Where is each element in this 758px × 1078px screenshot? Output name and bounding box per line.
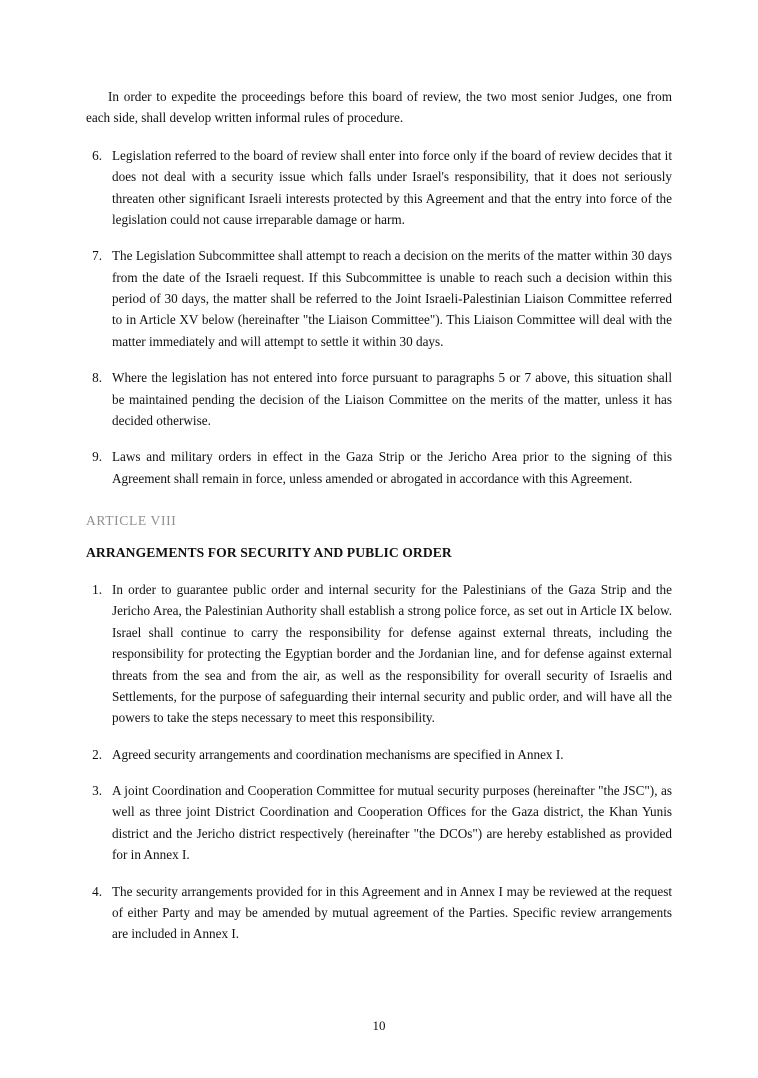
list-item-text: Where the legislation has not entered into force pursuant to paragraphs 5 or 7 above, this situation shall be maintained pending the decision of the Liaison Committee on the merits of the matter, unless it has decided otherwise. (112, 370, 672, 428)
list-item-text: A joint Coordination and Cooperation Committee for mutual security purposes (hereinafter "the JSC"), as well as three joint District Coordination and Cooperation Offices for the Gaza district, the Khan Yunis district and the Jericho district respectively (hereinafter "the DCOs") are hereby established as provided for in Annex I. (112, 783, 672, 863)
list-item-number: 8. (92, 370, 102, 386)
list-item-number: 7. (92, 248, 102, 264)
list-item-number: 9. (92, 449, 102, 465)
list-item (86, 744, 672, 765)
list-item (86, 145, 672, 231)
list-item-number: 4. (92, 883, 102, 899)
list-item-text: Laws and military orders in effect in the Gaza Strip or the Jericho Area prior to the signing of this Agreement shall remain in force, unless amended or abrogated in accordance with this Agreement. (112, 449, 672, 486)
list-item (86, 446, 672, 489)
section-title: ARRANGEMENTS FOR SECURITY AND PUBLIC ORDER (86, 545, 452, 560)
list-item-number: 6. (92, 147, 102, 163)
list-item (86, 579, 672, 729)
list-item-text: Legislation referred to the board of review shall enter into force only if the board of review decides that it does not deal with a security issue which falls under Israel's responsibility, that it does not seriously threaten other significant Israeli interests protected by this Agreement and that the entry into force of the legislation could not cause irreparable damage or harm. (112, 147, 672, 227)
list-item-number: 2. (92, 746, 102, 762)
list-item-number: 3. (92, 783, 102, 798)
list-item (86, 245, 672, 352)
list-item-text: The security arrangements provided for in this Agreement and in Annex I may be reviewed at the request of either Party and may be amended by mutual agreement of the Parties. Specific review arrangements are included in Annex I. (112, 883, 672, 942)
list-item (86, 367, 672, 431)
article-heading: ARTICLE VIII (86, 513, 177, 528)
intro-paragraph: In order to expedite the proceedings before this board of review, the two most senior Judges, one from each side, shall develop written informal rules of procedure. (86, 89, 672, 126)
numbered-list-first (86, 145, 672, 489)
list-item (86, 881, 672, 945)
list-item-number: 1. (92, 582, 102, 597)
page-number: 10 (372, 1018, 386, 1033)
list-item (86, 780, 672, 866)
numbered-list-second (86, 579, 672, 945)
list-item-text: Agreed security arrangements and coordination mechanisms are specified in Annex I. (112, 746, 564, 762)
list-item-text: In order to guarantee public order and internal security for the Palestinians of the Gaza Strip and the Jericho Area, the Palestinian Authority shall establish a strong police force, as set out in Article IX below. Israel shall continue to carry the responsibility for defense against external threats, including the responsibility for protecting the Egyptian border and the Jordanian line, and for defense against external threats from the sea and from the air, as well as the responsibility for overall security of Israelis and Settlements, for the purpose of safeguarding their internal security and public order, and will have all the powers to take the steps necessary to meet this responsibility. (112, 582, 672, 726)
list-item-text: The Legislation Subcommittee shall attempt to reach a decision on the merits of the matter within 30 days from the date of the Israeli request. If this Subcommittee is unable to reach such a decision within this period of 30 days, the matter shall be referred to the Joint Israeli-Palestinian Liaison Committee referred to in Article XV below (hereinafter "the Liaison Committee"). This Liaison Committee will deal with the matter immediately and will attempt to settle it within 30 days. (112, 248, 672, 349)
